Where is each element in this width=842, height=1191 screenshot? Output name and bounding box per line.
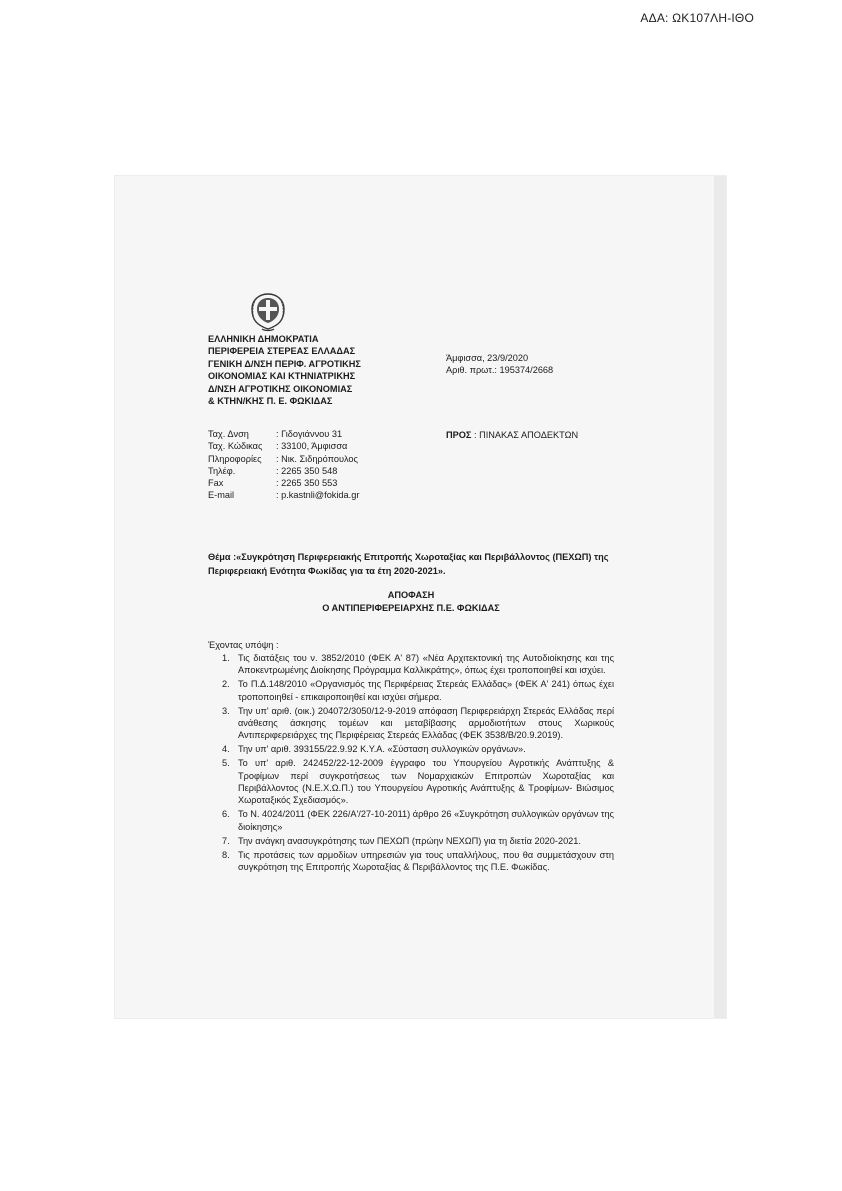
contact-value: : p.kastnli@fokida.gr <box>276 490 360 501</box>
item-text: Τις διατάξεις του ν. 3852/2010 (ΦΕΚ Α' 87) «Νέα Αρχιτεκτονική της Αυτοδιοίκησης και της Αποκεντρωμένης Διοίκησης Πρόγραμμα Καλλικράτης», όπως έχει τροποποιηθεί και ισχύει. <box>238 653 614 676</box>
contact-row <box>208 440 359 452</box>
item-text: Τις προτάσεις των αρμοδίων υπηρεσιών για τους υπαλλήλους, που θα συμμετάσχουν στη συγκρότηση της Επιτροπής Χωροταξίας & Περιβάλλοντος της Π.Ε. Φωκίδας. <box>238 849 614 872</box>
item-text: Την υπ' αριθ. 393155/22.9.92 Κ.Υ.Α. «Σύσταση συλλογικών οργάνων». <box>238 744 526 755</box>
list-item <box>222 835 614 847</box>
item-text: Το Ν. 4024/2011 (ΦΕΚ 226/Α'/27-10-2011) άρθρο 26 «Συγκρότηση συλλογικών οργάνων της διοίκησης» <box>238 809 614 832</box>
list-item <box>222 849 614 874</box>
list-item <box>222 705 614 742</box>
contact-label: Πληροφορίες <box>208 453 262 464</box>
authority-line: Δ/ΝΣΗ ΑΓΡΟΤΙΚΗΣ ΟΙΚΟΝΟΜΙΑΣ <box>208 383 353 394</box>
authority-line: ΠΕΡΙΦΕΡΕΙΑ ΣΤΕΡΕΑΣ ΕΛΛΑΔΑΣ <box>208 346 356 357</box>
issuing-authority <box>208 333 361 407</box>
contact-label: Ταχ. Δνση <box>208 429 249 439</box>
considering-list <box>222 652 614 875</box>
list-item <box>222 808 614 833</box>
item-text: Την υπ' αριθ. (οικ.) 204072/3050/12-9-2019 απόφαση Περιφερειάρχη Στερεάς Ελλάδας περί ανάθεσης άσκησης τομέων και μεταβίβασης αρμοδιοτήτων στους Χωρικούς Αντιπεριφερειάρχες της Περιφέρειας Στερεάς Ελλάδας (ΦΕΚ 3538/Β/20.9.2019). <box>238 705 614 741</box>
item-number: 2. <box>222 679 230 690</box>
item-number: 4. <box>222 744 230 755</box>
authority-line: ΟΙΚΟΝΟΜΙΑΣ ΚΑΙ ΚΤΗΝΙΑΤΡΙΚΗΣ <box>208 371 356 382</box>
recipient-line <box>446 430 578 440</box>
place-date: Άμφισσα, 23/9/2020 <box>446 353 529 363</box>
contact-label: Fax <box>208 478 224 489</box>
recipient-label: ΠΡΟΣ <box>446 430 472 440</box>
decision-heading <box>208 589 614 614</box>
contact-row <box>208 489 359 501</box>
item-number: 5. <box>222 758 230 769</box>
contact-row <box>208 477 359 489</box>
authority-line: ΕΛΛΗΝΙΚΗ ΔΗΜΟΚΡΑΤΙΑ <box>208 334 319 344</box>
place-and-protocol <box>446 352 553 376</box>
contact-value: : 2265 350 553 <box>276 478 338 489</box>
protocol-number: Αριθ. πρωτ.: 195374/2668 <box>446 365 554 375</box>
item-number: 6. <box>222 809 230 820</box>
item-text: Το υπ' αριθ. 242452/22-12-2009 έγγραφο του Υπουργείου Αγροτικής Ανάπτυξης & Τροφίμων περί συγκροτήσεως των Νομαρχιακών Επιτροπών Χωροταξίας και Περιβάλλοντος (Ν.Ε.Χ.Ω.Π.) του Υπουργείου Αγροτικής Ανάπτυξης & Τροφίμων- Βιώσιμος Χωροταξικός Σχεδιασμός». <box>238 758 614 806</box>
contact-value: : 33100, Άμφισσα <box>276 441 348 452</box>
contact-row <box>208 428 359 440</box>
item-text: Την ανάγκη ανασυγκρότησης των ΠΕΧΩΠ (πρώην ΝΕΧΩΠ) για τη διετία 2020-2021. <box>238 835 581 846</box>
contact-row <box>208 453 359 465</box>
contact-value: : Νικ. Σιδηρόπουλος <box>276 453 358 464</box>
decision-issuer: Ο ΑΝΤΙΠΕΡΙΦΕΡΕΙΑΡΧΗΣ Π.Ε. ΦΩΚΙΔΑΣ <box>322 602 500 613</box>
contact-details <box>208 428 359 502</box>
item-number: 8. <box>222 849 230 860</box>
list-item <box>222 743 614 755</box>
item-number: 1. <box>222 653 230 663</box>
authority-line: ΓΕΝΙΚΗ Δ/ΝΣΗ ΠΕΡΙΦ. ΑΓΡΟΤΙΚΗΣ <box>208 358 361 369</box>
ada-code: ΑΔΑ: ΩΚ107ΛΗ-ΙΘΟ <box>640 11 754 25</box>
list-item <box>222 757 614 807</box>
contact-label: E-mail <box>208 490 235 501</box>
contact-label: Τηλέφ. <box>208 465 236 476</box>
contact-label: Ταχ. Κώδικας <box>208 441 263 452</box>
item-number: 7. <box>222 835 230 846</box>
scanned-page-edge <box>714 176 726 1018</box>
contact-value: : Γιδογιάννου 31 <box>276 429 343 439</box>
contact-value: : 2265 350 548 <box>276 465 338 476</box>
contact-row <box>208 465 359 477</box>
item-number: 3. <box>222 705 230 716</box>
authority-line: & ΚΤΗΝ/ΚΗΣ Π. Ε. ΦΩΚΙΔΑΣ <box>208 396 333 407</box>
considering-intro: Έχοντας υπόψη : <box>208 640 279 650</box>
recipient-value: : ΠΙΝΑΚΑΣ ΑΠΟΔΕΚΤΩΝ <box>474 430 579 440</box>
decision-title: ΑΠΟΦΑΣΗ <box>387 590 435 600</box>
list-item <box>222 652 614 677</box>
list-item <box>222 678 614 703</box>
item-text: Το Π.Δ.148/2010 «Οργανισμός της Περιφέρειας Στερεάς Ελλάδας» (ΦΕΚ Α' 241) όπως έχει τροποποιηθεί - επικαιροποιηθεί και ισχύει σήμερα. <box>238 679 614 702</box>
greek-coat-of-arms-icon <box>248 289 288 333</box>
document-subject: Θέμα :«Συγκρότηση Περιφερειακής Επιτροπής Χωροταξίας και Περιβάλλοντος (ΠΕΧΩΠ) της Περιφερειακή Ενότητα Φωκίδας για τα έτη 2020-2021». <box>208 552 609 576</box>
